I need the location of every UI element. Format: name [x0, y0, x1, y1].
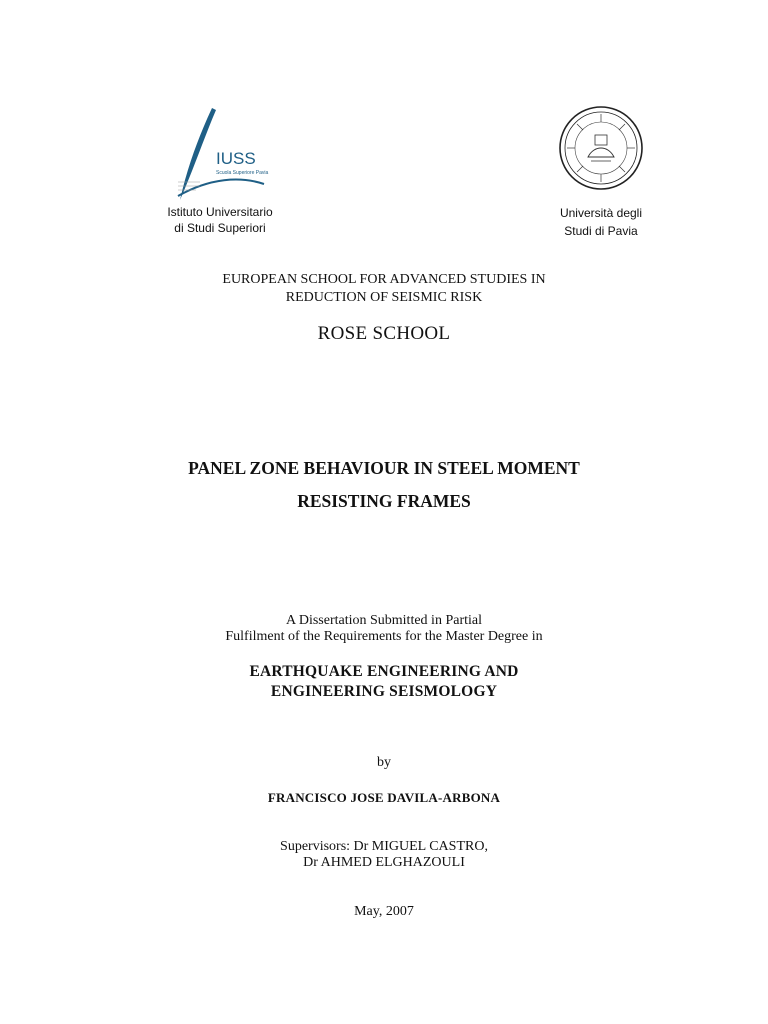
pavia-caption-line1: Università degli	[559, 206, 643, 220]
school-line1: EUROPEAN SCHOOL FOR ADVANCED STUDIES IN	[222, 272, 546, 287]
university-seal-icon	[558, 105, 644, 191]
degree-name-line1: EARTHQUAKE ENGINEERING AND	[249, 663, 519, 680]
svg-text:Scuola Superiore Pavia: Scuola Superiore Pavia	[216, 170, 269, 176]
supervisors-line1: Supervisors: Dr MIGUEL CASTRO,	[280, 839, 488, 854]
author-name: FRANCISCO JOSE DAVILA-ARBONA	[267, 790, 501, 805]
dissertation-statement-line2: Fulfilment of the Requirements for the Master Degree in	[225, 629, 543, 644]
dissertation-statement-line1: A Dissertation Submitted in Partial	[286, 613, 482, 628]
submission-date: May, 2007	[354, 904, 414, 919]
pavia-seal-logo	[558, 105, 644, 191]
pavia-caption	[531, 204, 671, 240]
supervisors-line2: Dr AHMED ELGHAZOULI	[303, 855, 465, 870]
iuss-logo	[170, 104, 270, 204]
iuss-swoosh-icon	[170, 104, 270, 204]
degree-name-line2: ENGINEERING SEISMOLOGY	[270, 683, 498, 700]
school-name: ROSE SCHOOL	[317, 323, 451, 344]
iuss-caption-line2: di Studi Superiori	[174, 221, 266, 235]
svg-text:IUSS: IUSS	[216, 149, 256, 168]
school-line2: REDUCTION OF SEISMIC RISK	[285, 290, 483, 305]
by-label: by	[377, 755, 391, 770]
thesis-title-line2: RESISTING FRAMES	[297, 491, 471, 511]
iuss-caption-line1: Istituto Universitario	[167, 205, 273, 219]
thesis-title-line1: PANEL ZONE BEHAVIOUR IN STEEL MOMENT	[188, 458, 580, 478]
pavia-caption-line2: Studi di Pavia	[564, 224, 638, 238]
iuss-caption	[150, 204, 290, 236]
